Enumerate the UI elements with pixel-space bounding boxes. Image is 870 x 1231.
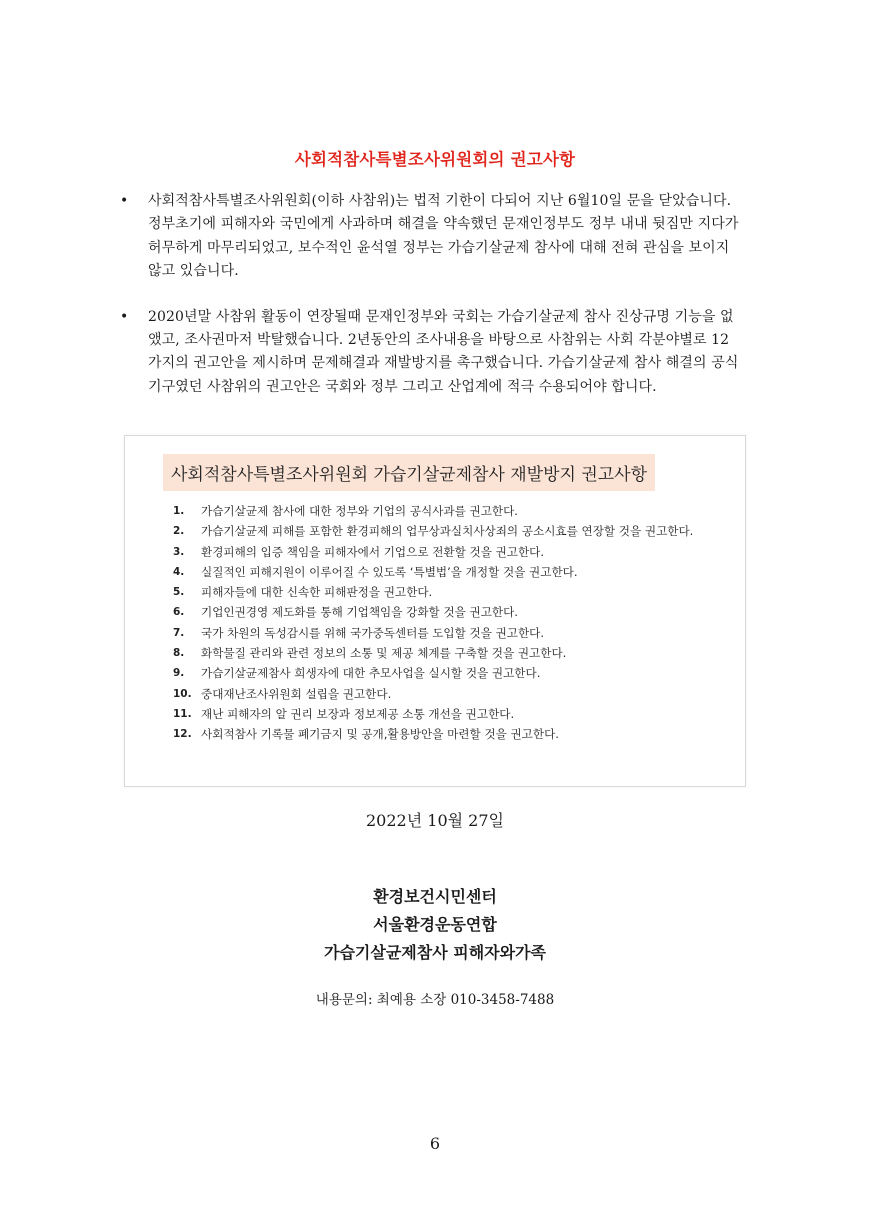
recommendations-list bbox=[173, 504, 713, 748]
organization-name: 환경보건시민센터 bbox=[373, 887, 497, 906]
paragraph-text: 2020년말 사참위 활동이 연장될때 문재인정부와 국회는 가습기살균제 참사 진상규명 기능을 없앴고, 조사권마저 박탈했습니다. 2년동안의 조사내용을 바탕으로 사참위는 사회 각분야별로 12가지의 권고안을 제시하며 문제해결과 재발방지를 촉구했습니다. 가습기살균제 참사 해결의 공식기구였던 사참위의 권고안은 국회와 정부 그리고 산업계에 적극 수용되어야 합니다. bbox=[148, 308, 739, 395]
organization-name: 가습기살균제참사 피해자와가족 bbox=[324, 943, 546, 962]
paragraph-1 bbox=[120, 190, 740, 284]
item-text: 화학물질 관리와 관련 정보의 소통 및 제공 체계를 구축할 것을 권고한다. bbox=[201, 646, 567, 661]
page-title: 사회적참사특별조사위원회의 권고사항 bbox=[294, 150, 576, 169]
paragraph-2 bbox=[120, 306, 740, 400]
bullet-icon: • bbox=[120, 193, 129, 209]
item-number: 5. bbox=[173, 586, 185, 599]
list-item bbox=[173, 646, 713, 661]
item-number: 1. bbox=[173, 505, 185, 517]
list-item bbox=[173, 585, 713, 600]
recommendations-box bbox=[124, 435, 746, 787]
list-item bbox=[173, 605, 713, 620]
intro-paragraphs bbox=[120, 190, 740, 421]
paragraph-text: 사회적참사특별조사위원회(이하 사참위)는 법적 기한이 다되어 지난 6월10일 문을 닫았습니다. 정부초기에 피해자와 국민에게 사과하며 해결을 약속했던 문재인정부도 정부 내내 뒷짐만 지다가 허무하게 마무리되었고, 보수적인 윤석열 정부는 가습기살균제 참사에 대해 전혀 관심을 보이지 않고 있습니다. bbox=[148, 193, 739, 280]
item-number: 9. bbox=[173, 667, 185, 680]
item-number: 8. bbox=[173, 647, 185, 660]
list-item bbox=[173, 504, 713, 519]
item-text: 사회적참사 기록물 폐기금지 및 공개,활용방안을 마련할 것을 권고한다. bbox=[201, 727, 559, 742]
item-number: 2. bbox=[173, 525, 185, 538]
recommendations-title: 사회적참사특별조사위원회 가습기살균제참사 재발방지 권고사항 bbox=[163, 454, 655, 491]
item-text: 가습기살균제참사 희생자에 대한 추모사업을 실시할 것을 권고한다. bbox=[201, 666, 541, 681]
bullet-icon: • bbox=[120, 308, 129, 325]
document-date: 2022년 10월 27일 bbox=[366, 811, 504, 830]
item-number: 10. bbox=[173, 687, 192, 700]
page-number: 6 bbox=[429, 1134, 441, 1153]
item-text: 재난 피해자의 알 권리 보장과 정보제공 소통 개선을 권고한다. bbox=[201, 706, 515, 721]
list-item bbox=[173, 545, 713, 560]
item-text: 기업인권경영 제도화를 통해 기업책임을 강화할 것을 권고한다. bbox=[201, 605, 518, 620]
contact-info: 내용문의: 최예용 소장 010-3458-7488 bbox=[315, 992, 555, 1008]
item-text: 국가 차원의 독성감시를 위해 국가중독센터를 도입할 것을 권고한다. bbox=[201, 625, 545, 640]
item-number: 12. bbox=[173, 728, 192, 741]
list-item bbox=[173, 707, 713, 722]
list-item bbox=[173, 524, 713, 539]
list-item bbox=[173, 727, 713, 742]
item-text: 중대재난조사위원회 설립을 권고한다. bbox=[201, 686, 392, 701]
item-text: 가습기살균제 참사에 대한 정부와 기업의 공식사과를 권고한다. bbox=[201, 504, 518, 518]
item-number: 6. bbox=[173, 606, 185, 619]
item-number: 11. bbox=[173, 707, 192, 720]
organization-name: 서울환경운동연합 bbox=[373, 915, 497, 934]
item-number: 4. bbox=[173, 565, 185, 578]
list-item bbox=[173, 626, 713, 641]
item-number: 3. bbox=[173, 545, 185, 558]
item-text: 환경피해의 입증 책임을 피해자에서 기업으로 전환할 것을 권고한다. bbox=[201, 544, 545, 559]
list-item bbox=[173, 565, 713, 580]
list-item bbox=[173, 687, 713, 702]
list-item bbox=[173, 666, 713, 681]
item-text: 실질적인 피해지원이 이루어질 수 있도록 ‘특별법’을 개정할 것을 권고한다. bbox=[201, 564, 578, 579]
item-text: 가습기살균제 피해를 포함한 환경피해의 업무상과실치사상죄의 공소시효를 연장할 것을 권고한다. bbox=[201, 524, 694, 539]
item-number: 7. bbox=[173, 626, 185, 639]
organizations bbox=[0, 883, 870, 967]
item-text: 피해자들에 대한 신속한 피해판정을 권고한다. bbox=[201, 585, 433, 600]
